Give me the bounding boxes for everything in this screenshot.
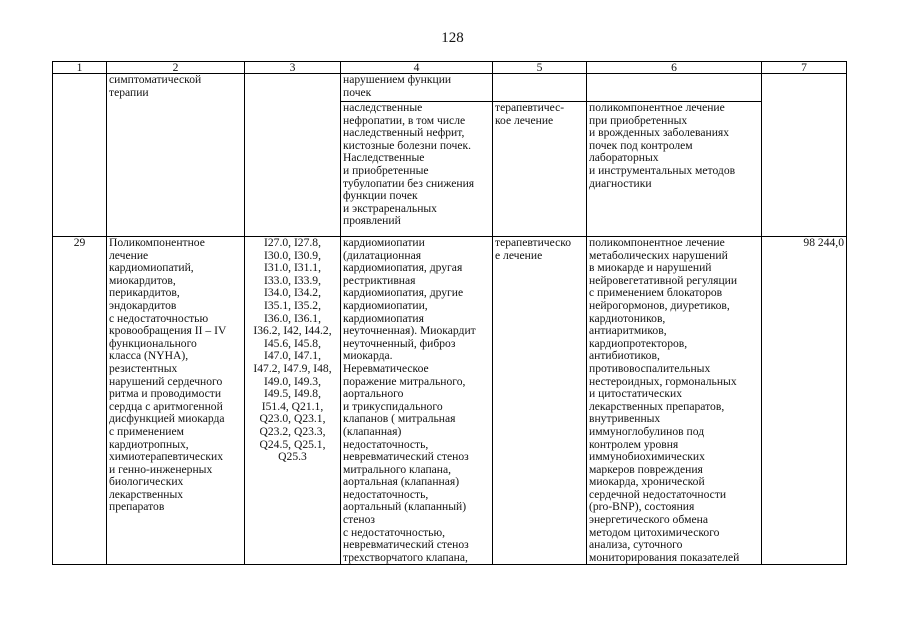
column-number: 1: [53, 62, 107, 74]
column-number: 7: [762, 62, 847, 74]
treatment-method-cell: [587, 74, 762, 102]
row-number-cell: 29: [53, 237, 107, 565]
column-number-row: [53, 62, 847, 74]
patient-model-cell: наследственные нефропатии, в том числе наследственный нефрит, кистозные болезни почек. Наследственные и приобретенные тубулопатии без снижения функции почек и экстраренальных проявлений: [341, 102, 493, 237]
care-type-cell: симптоматической терапии: [107, 74, 245, 237]
patient-model-cell: нарушением функции почек: [341, 74, 493, 102]
column-number: 5: [493, 62, 587, 74]
icd-codes-cell: I27.0, I27.8, I30.0, I30.9, I31.0, I31.1, I33.0, I33.9, I34.0, I34.2, I35.1, I35.2, I36.0, I36.1, I36.2, I42, I44.2, I45.6, I45.8, I47.0, I47.1, I47.2, I47.9, I48, I49.0, I49.3, I49.5, I49.8, I51.4, Q21.1, Q23.0, Q23.1, Q23.2, Q23.3, Q24.5, Q25.1, Q25.3: [245, 237, 341, 565]
column-number: 4: [341, 62, 493, 74]
page-number: 128: [441, 30, 464, 46]
row-number-cell: [53, 74, 107, 237]
treatment-type-cell: терапевтичес- кое лечение: [493, 102, 587, 237]
patient-model-cell: кардиомиопатии (дилатационная кардиомиопатия, другая рестриктивная кардиомиопатия, другие кардиомиопатии, кардиомиопатия неуточненная). Миокардит неуточненный, фиброз миокарда. Неревматическое поражение митрального, аортального и трикуспидального клапанов ( митральная (клапанная) недостаточность, невревматический стеноз митрального клапана, аортальная (клапанная) недостаточность, аортальный (клапанный) стеноз с недостаточностью, невревматический стеноз трехстворчатого клапана,: [341, 237, 493, 565]
continuation-row: [53, 74, 847, 102]
table-row-29: [53, 237, 847, 565]
cost-cell: 98 244,0: [762, 237, 847, 565]
column-number: 6: [587, 62, 762, 74]
treatment-method-cell: поликомпонентное лечение метаболических нарушений в миокарде и нарушений нейровегетативной регуляции с применением блокаторов нейрогормонов, диуретиков, кардиотоников, антиаритмиков, кардиопротекторов, антибиотиков, противовоспалительных нестероидных, гормональных и цитостатических лекарственных препаратов, внутривенных иммуноглобулинов под контролем уровня иммунобиохимических маркеров повреждения миокарда, хронической сердечной недостаточности (pro-BNP), состояния энергетического обмена методом цитохимического анализа, суточного мониторирования показателей: [587, 237, 762, 565]
treatment-method-cell: поликомпонентное лечение при приобретенных и врожденных заболеваниях почек под контролем лабораторных и инструментальных методов диагностики: [587, 102, 762, 237]
column-number: 2: [107, 62, 245, 74]
care-type-cell: Поликомпонентное лечение кардиомиопатий, миокардитов, перикардитов, эндокардитов с недостаточностью кровообращения II – IV функционального класса (NYHA), резистентных нарушений сердечного ритма и проводимости сердца с аритмогенной дисфункцией миокарда с применением кардиотропных, химиотерапевтических и генно-инженерных биологических лекарственных препаратов: [107, 237, 245, 565]
cost-cell: [762, 74, 847, 237]
medical-care-table: [52, 61, 847, 565]
treatment-type-cell: [493, 74, 587, 102]
treatment-type-cell: терапевтическо е лечение: [493, 237, 587, 565]
icd-codes-cell: [245, 74, 341, 237]
column-number: 3: [245, 62, 341, 74]
